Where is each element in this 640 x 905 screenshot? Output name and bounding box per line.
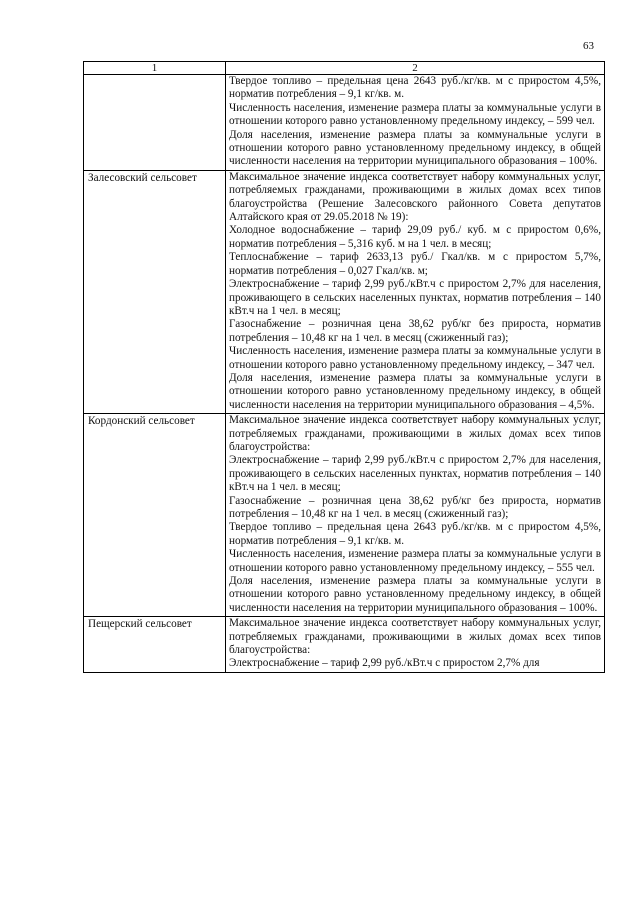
description-paragraph: Газоснабжение – розничная цена 38,62 руб/кг без прироста, норматив потребления – 10,48 кг на 1 чел. в месяц (сжиженный газ); xyxy=(229,318,601,344)
description-paragraph: Максимальное значение индекса соответствует набору коммунальных услуг, потребляемых гражданами, проживающими в жилых домах всех типов благоустройства: xyxy=(229,617,601,657)
description-paragraph: Численность населения, изменение размера платы за коммунальные услуги в отношении которого равно установленному предельному индексу, – 555 чел. xyxy=(229,548,601,574)
description-paragraph: Максимальное значение индекса соответствует набору коммунальных услуг, потребляемых гражданами, проживающими в жилых домах всех типов благоустройства: xyxy=(229,414,601,453)
table-row xyxy=(84,414,605,617)
column-header-1: 1 xyxy=(84,62,226,75)
description-paragraph: Численность населения, изменение размера платы за коммунальные услуги в отношении которого равно установленному предельному индексу, – 347 чел. xyxy=(229,345,601,371)
description-paragraph: Доля населения, изменение размера платы за коммунальные услуги в отношении которого равно установленному предельному индексу, в общей численности населения на территории муниципального образования – 4,5%. xyxy=(229,371,601,411)
description-paragraph: Максимальное значение индекса соответствует набору коммунальных услуг, потребляемых гражданами, проживающими в жилых домах всех типов благоустройства (Решение Залесовского районного Совета депутатов Алтайского края от 29.05.2018 № 19): xyxy=(229,170,601,224)
region-cell: Залесовский сельсовет xyxy=(84,170,226,413)
description-paragraph: Холодное водоснабжение – тариф 29,09 руб./ куб. м с приростом 0,6%, норматив потребления – 5,316 куб. м на 1 чел. в месяц; xyxy=(229,224,601,250)
description-paragraph: Твердое топливо – предельная цена 2643 руб./кг/кв. м с приростом 4,5%, норматив потребления – 9,1 кг/кв. м. xyxy=(229,521,601,547)
table-row xyxy=(84,170,605,413)
description-paragraph: Электроснабжение – тариф 2,99 руб./кВт.ч с приростом 2,7% для населения, проживающего в сельских населенных пунктах, норматив потребления – 140 кВт.ч на 1 чел. в месяц; xyxy=(229,278,601,317)
description-cell xyxy=(226,414,605,617)
description-cell xyxy=(226,617,605,673)
region-cell xyxy=(84,75,226,171)
tariff-table xyxy=(83,61,605,673)
description-paragraph: Численность населения, изменение размера платы за коммунальные услуги в отношении которого равно установленному предельному индексу, – 599 чел. xyxy=(229,101,601,128)
region-cell: Пещерский сельсовет xyxy=(84,617,226,673)
description-paragraph: Твердое топливо – предельная цена 2643 руб./кг/кв. м с приростом 4,5%, норматив потребления – 9,1 кг/кв. м. xyxy=(229,75,601,101)
description-cell xyxy=(226,75,605,171)
description-paragraph: Электроснабжение – тариф 2,99 руб./кВт.ч с приростом 2,7% для населения, проживающего в сельских населенных пунктах, норматив потребления – 140 кВт.ч на 1 чел. в месяц; xyxy=(229,454,601,494)
table-row xyxy=(84,617,605,673)
description-paragraph: Электроснабжение – тариф 2,99 руб./кВт.ч с приростом 2,7% для xyxy=(229,657,540,670)
column-header-2: 2 xyxy=(226,62,605,75)
table-header-row xyxy=(84,62,605,75)
description-paragraph: Доля населения, изменение размера платы за коммунальные услуги в отношении которого равно установленному предельному индексу, в общей численности населения на территории муниципального образования – 100%. xyxy=(229,575,601,614)
description-paragraph: Теплоснабжение – тариф 2633,13 руб./ Гкал/кв. м с приростом 5,7%, норматив потребления – 0,027 Гкал/кв. м; xyxy=(229,251,601,277)
region-cell: Кордонский сельсовет xyxy=(84,414,226,617)
table-row xyxy=(84,75,605,171)
description-paragraph: Газоснабжение – розничная цена 38,62 руб/кг без прироста, норматив потребления – 10,48 кг на 1 чел. в месяц (сжиженный газ); xyxy=(229,494,601,520)
description-cell xyxy=(226,170,605,413)
page-number: 63 xyxy=(583,40,594,52)
description-paragraph: Доля населения, изменение размера платы за коммунальные услуги в отношении которого равно установленному предельному индексу, в общей численности населения на территории муниципального образования – 100%. xyxy=(229,128,601,168)
